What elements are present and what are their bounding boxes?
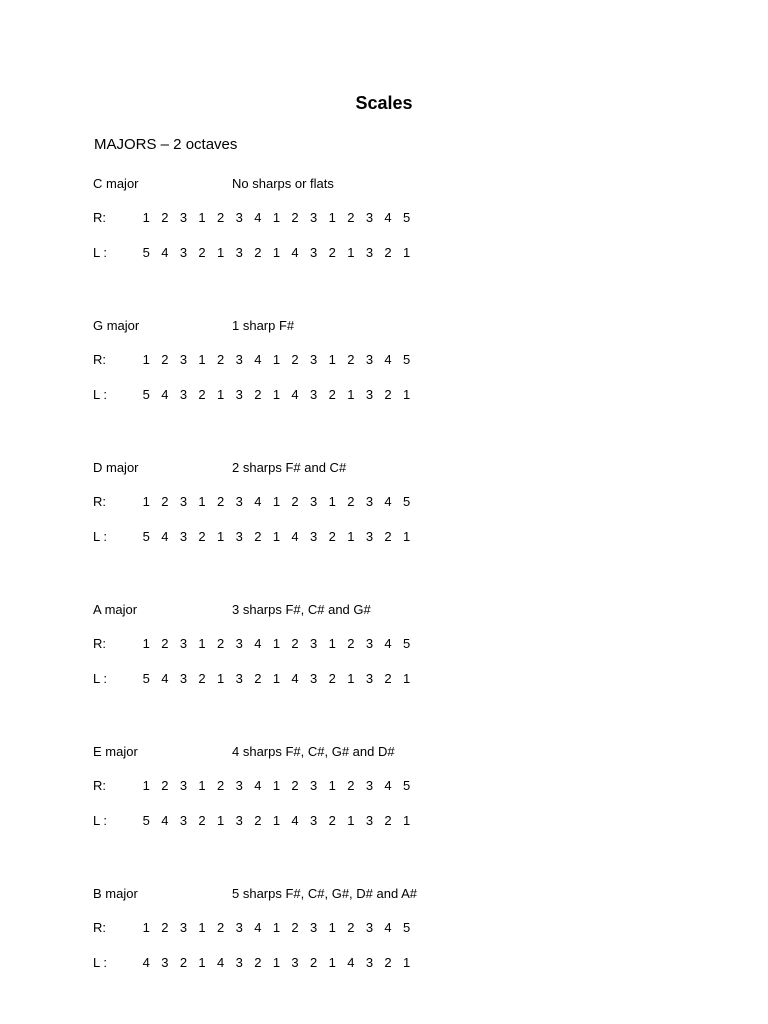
finger-number: 2 [161, 920, 169, 935]
finger-number: 1 [272, 245, 281, 260]
finger-number: 3 [179, 778, 188, 793]
finger-number: 2 [384, 245, 392, 260]
right-hand-label: R: [93, 210, 106, 225]
finger-number: 3 [365, 920, 374, 935]
finger-number: 3 [310, 387, 318, 402]
finger-number: 1 [198, 920, 206, 935]
finger-number: 2 [328, 387, 336, 402]
finger-number: 1 [198, 210, 206, 225]
key-signature: No sharps or flats [232, 176, 334, 191]
scale-block [93, 601, 733, 711]
finger-number: 3 [310, 529, 318, 544]
key-signature: 3 sharps F#, C# and G# [232, 602, 371, 617]
left-hand-label: L : [93, 955, 107, 970]
finger-number: 3 [179, 813, 188, 828]
finger-number: 2 [254, 671, 262, 686]
finger-number: 1 [272, 671, 281, 686]
finger-number: 2 [347, 636, 355, 651]
finger-number: 2 [291, 210, 299, 225]
scale-block [93, 459, 733, 569]
key-signature: 5 sharps F#, C#, G#, D# and A# [232, 886, 417, 901]
finger-number: 3 [235, 636, 243, 651]
finger-number: 3 [365, 671, 374, 686]
page-title: Scales [355, 93, 413, 113]
finger-number: 2 [161, 210, 169, 225]
finger-number: 3 [179, 245, 188, 260]
finger-number: 1 [272, 636, 281, 651]
finger-number: 5 [403, 636, 411, 651]
finger-number: 2 [198, 671, 206, 686]
finger-number: 3 [310, 210, 318, 225]
finger-number: 1 [403, 955, 411, 970]
finger-number: 4 [347, 955, 355, 970]
finger-number: 3 [365, 778, 374, 793]
finger-number: 3 [235, 671, 243, 686]
scale-block [93, 175, 733, 285]
section-heading: MAJORS – 2 octaves [94, 136, 238, 153]
finger-number: 1 [198, 636, 206, 651]
finger-number: 2 [161, 778, 169, 793]
scale-block [93, 743, 733, 853]
finger-number: 3 [235, 245, 243, 260]
finger-number: 2 [310, 955, 318, 970]
finger-number: 3 [161, 955, 169, 970]
finger-number: 2 [291, 494, 299, 509]
finger-number: 3 [365, 387, 374, 402]
finger-number: 3 [179, 387, 188, 402]
finger-number: 2 [254, 955, 262, 970]
finger-number: 4 [384, 920, 392, 935]
finger-number: 4 [384, 352, 392, 367]
finger-number: 4 [384, 778, 392, 793]
finger-number: 2 [217, 352, 225, 367]
finger-number: 3 [179, 920, 188, 935]
finger-number: 4 [161, 529, 169, 544]
finger-number: 3 [235, 210, 243, 225]
right-hand-label: R: [93, 352, 106, 367]
right-hand-label: R: [93, 636, 106, 651]
finger-number: 3 [310, 245, 318, 260]
left-hand-label: L : [93, 671, 107, 686]
finger-number: 2 [328, 671, 336, 686]
finger-number: 3 [235, 352, 243, 367]
key-signature: 4 sharps F#, C#, G# and D# [232, 744, 395, 759]
finger-number: 1 [347, 245, 355, 260]
finger-number: 1 [198, 955, 206, 970]
left-hand-label: L : [93, 387, 107, 402]
finger-number: 2 [347, 778, 355, 793]
finger-number: 4 [254, 636, 262, 651]
finger-number: 3 [365, 210, 374, 225]
key-signature: 1 sharp F# [232, 318, 295, 333]
finger-number: 2 [328, 529, 336, 544]
finger-number: 1 [272, 778, 281, 793]
finger-number: 3 [365, 813, 374, 828]
finger-number: 2 [254, 813, 262, 828]
finger-number: 3 [235, 494, 243, 509]
finger-number: 3 [179, 494, 188, 509]
finger-number: 1 [272, 352, 281, 367]
finger-number: 5 [403, 920, 411, 935]
finger-number: 1 [403, 529, 411, 544]
scale-name: D major [93, 460, 139, 475]
finger-number: 4 [254, 352, 262, 367]
finger-number: 4 [161, 245, 169, 260]
finger-number: 4 [254, 494, 262, 509]
finger-number: 5 [403, 352, 411, 367]
finger-number: 3 [179, 636, 188, 651]
finger-number: 4 [254, 778, 262, 793]
finger-number: 3 [365, 352, 374, 367]
finger-number: 1 [142, 920, 150, 935]
finger-number: 3 [179, 671, 188, 686]
finger-number: 1 [272, 210, 281, 225]
finger-number: 4 [384, 494, 392, 509]
finger-number: 1 [142, 636, 150, 651]
finger-number: 2 [217, 920, 225, 935]
finger-number: 3 [179, 352, 188, 367]
key-signature: 2 sharps F# and C# [232, 460, 347, 475]
finger-number: 1 [272, 529, 281, 544]
finger-number: 1 [272, 955, 281, 970]
finger-number: 2 [291, 636, 299, 651]
finger-number: 3 [310, 352, 318, 367]
finger-number: 4 [254, 920, 262, 935]
finger-number: 3 [291, 955, 299, 970]
finger-number: 2 [328, 813, 336, 828]
finger-number: 1 [347, 529, 355, 544]
finger-number: 2 [161, 636, 169, 651]
finger-number: 3 [310, 636, 318, 651]
finger-number: 1 [198, 494, 206, 509]
finger-number: 1 [328, 955, 336, 970]
finger-number: 2 [347, 352, 355, 367]
finger-number: 1 [272, 813, 281, 828]
finger-number: 3 [235, 920, 243, 935]
finger-number: 4 [384, 210, 392, 225]
finger-number: 3 [365, 245, 374, 260]
finger-number: 2 [198, 813, 206, 828]
finger-number: 5 [142, 529, 150, 544]
finger-number: 4 [291, 813, 299, 828]
finger-number: 3 [179, 210, 188, 225]
right-hand-label: R: [93, 778, 106, 793]
scale-name: C major [93, 176, 139, 191]
finger-number: 2 [217, 778, 225, 793]
finger-number: 4 [291, 529, 299, 544]
finger-number: 3 [235, 778, 243, 793]
finger-number: 1 [142, 494, 150, 509]
finger-number: 4 [291, 387, 299, 402]
right-hand-label: R: [93, 920, 106, 935]
finger-number: 1 [217, 387, 225, 402]
finger-number: 5 [142, 387, 150, 402]
finger-number: 1 [272, 494, 281, 509]
finger-number: 2 [161, 494, 169, 509]
finger-number: 5 [142, 813, 150, 828]
finger-number: 3 [365, 636, 374, 651]
finger-number: 4 [291, 245, 299, 260]
finger-number: 5 [403, 494, 411, 509]
finger-number: 4 [384, 636, 392, 651]
finger-number: 2 [384, 387, 392, 402]
finger-number: 2 [217, 210, 225, 225]
finger-number: 2 [384, 813, 392, 828]
finger-number: 5 [403, 210, 411, 225]
finger-number: 3 [310, 920, 318, 935]
finger-number: 3 [365, 955, 374, 970]
finger-number: 2 [347, 920, 355, 935]
finger-number: 2 [217, 636, 225, 651]
finger-number: 2 [347, 494, 355, 509]
scale-name: B major [93, 886, 138, 901]
finger-number: 3 [310, 671, 318, 686]
scale-name: A major [93, 602, 138, 617]
finger-number: 3 [235, 813, 243, 828]
left-hand-label: L : [93, 529, 107, 544]
finger-number: 1 [328, 494, 336, 509]
finger-number: 2 [179, 955, 188, 970]
finger-number: 3 [365, 494, 374, 509]
finger-number: 1 [347, 813, 355, 828]
finger-number: 1 [328, 920, 336, 935]
finger-number: 2 [291, 352, 299, 367]
finger-number: 2 [254, 529, 262, 544]
finger-number: 4 [161, 813, 169, 828]
finger-number: 3 [179, 529, 188, 544]
finger-number: 2 [291, 778, 299, 793]
left-hand-label: L : [93, 813, 107, 828]
finger-number: 1 [328, 210, 336, 225]
scale-name: E major [93, 744, 138, 759]
finger-number: 3 [235, 387, 243, 402]
finger-number: 2 [384, 955, 392, 970]
finger-number: 3 [235, 529, 243, 544]
finger-number: 4 [217, 955, 225, 970]
finger-number: 5 [142, 671, 150, 686]
finger-number: 3 [235, 955, 243, 970]
scale-name: G major [93, 318, 140, 333]
finger-number: 5 [403, 778, 411, 793]
finger-number: 2 [384, 671, 392, 686]
finger-number: 1 [142, 778, 150, 793]
right-hand-label: R: [93, 494, 106, 509]
finger-number: 1 [142, 352, 150, 367]
finger-number: 3 [365, 529, 374, 544]
finger-number: 1 [217, 671, 225, 686]
finger-number: 1 [217, 813, 225, 828]
finger-number: 1 [403, 245, 411, 260]
scale-block [93, 317, 733, 427]
finger-number: 5 [142, 245, 150, 260]
finger-number: 2 [384, 529, 392, 544]
finger-number: 2 [328, 245, 336, 260]
finger-number: 1 [403, 671, 411, 686]
finger-number: 4 [291, 671, 299, 686]
finger-number: 1 [198, 352, 206, 367]
finger-number: 2 [198, 529, 206, 544]
finger-number: 2 [254, 387, 262, 402]
finger-number: 1 [272, 920, 281, 935]
finger-number: 1 [142, 210, 150, 225]
finger-number: 2 [198, 245, 206, 260]
finger-number: 3 [310, 813, 318, 828]
finger-number: 3 [310, 778, 318, 793]
finger-number: 1 [347, 671, 355, 686]
finger-number: 1 [328, 778, 336, 793]
finger-number: 4 [142, 955, 150, 970]
left-hand-label: L : [93, 245, 107, 260]
finger-number: 4 [161, 387, 169, 402]
finger-number: 1 [347, 387, 355, 402]
finger-number: 1 [272, 387, 281, 402]
finger-number: 1 [328, 636, 336, 651]
finger-number: 3 [310, 494, 318, 509]
finger-number: 1 [328, 352, 336, 367]
finger-number: 4 [161, 671, 169, 686]
finger-number: 2 [347, 210, 355, 225]
finger-number: 2 [217, 494, 225, 509]
finger-number: 1 [403, 387, 411, 402]
finger-number: 2 [198, 387, 206, 402]
finger-number: 1 [403, 813, 411, 828]
finger-number: 4 [254, 210, 262, 225]
finger-number: 2 [291, 920, 299, 935]
finger-number: 1 [217, 529, 225, 544]
finger-number: 2 [161, 352, 169, 367]
finger-number: 1 [217, 245, 225, 260]
scale-block [93, 885, 733, 995]
finger-number: 2 [254, 245, 262, 260]
finger-number: 1 [198, 778, 206, 793]
